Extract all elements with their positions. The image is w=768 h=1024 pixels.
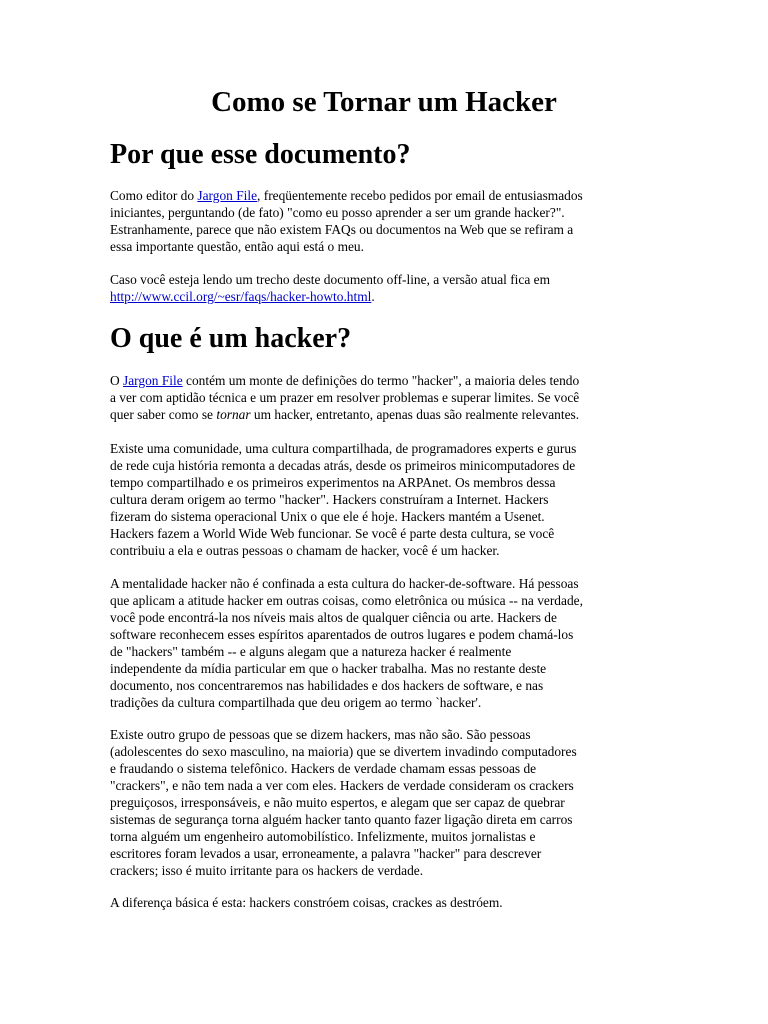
text-line (110, 372, 670, 389)
text-line: documento, nos concentraremos nas habilidades e dos hackers de software, e nas (110, 678, 544, 693)
text-line: a ver com aptidão técnica e um prazer em resolver problemas e superar limites. Se você (110, 390, 580, 405)
text-line: tempo compartilhado e os primeiros experimentos na ARPAnet. Os membros dessa (110, 475, 556, 490)
jargon-file-link[interactable]: Jargon File (123, 373, 183, 388)
text-line: preguiçosos, irresponsáveis, e não muito espertos, e alegam que ser capaz de quebrar (110, 795, 565, 810)
paragraph (110, 440, 670, 559)
text-line: contribuiu a ela e outras pessoas o chamam de hacker, você é um hacker. (110, 543, 500, 558)
paragraph (110, 187, 670, 255)
text-span: um hacker, entretanto, apenas duas são realmente relevantes. (250, 407, 580, 422)
text-span: O (110, 373, 124, 388)
text-line: Estranhamente, parece que não existem FAQs ou documentos na Web que se refiram a (110, 222, 574, 237)
text-line: independente da mídia particular em que o hacker trabalha. Mas no restante deste (110, 661, 547, 676)
text-line: cultura deram origem ao termo "hacker". Hackers construíram a Internet. Hackers (110, 492, 549, 507)
text-line: (adolescentes do sexo masculino, na maioria) que se divertem invadindo computadores (110, 744, 577, 759)
jargon-file-link[interactable]: Jargon File (197, 188, 258, 203)
text-line: sistemas de segurança torna alguém hacker tanto quanto fazer ligação direta em carros (110, 812, 573, 827)
text-line: A diferença básica é esta: hackers constróem coisas, crackes as destróem. (110, 895, 503, 910)
hacker-howto-url-link[interactable]: http://www.ccil.org/~esr/faqs/hacker-howto.html (110, 289, 372, 304)
text-line: tradições da cultura compartilhada que deu origem ao termo `hacker'. (110, 695, 482, 710)
paragraph (110, 271, 670, 305)
paragraph (110, 726, 670, 879)
text-line: Caso você esteja lendo um trecho deste documento off-line, a versão atual fica em (110, 272, 550, 287)
text-line: escritores foram levados a usar, erroneamente, a palavra "hacker" para descrever (110, 846, 542, 861)
text-line: software reconhecem esses espíritos aparentados de outros lugares e podem chamá-los (110, 627, 574, 642)
emphasis-tornar: tornar (216, 407, 251, 422)
paragraph (110, 894, 670, 911)
text-line: Existe uma comunidade, uma cultura compartilhada, de programadores experts e gurus (110, 441, 577, 456)
paragraph (110, 575, 670, 711)
text-line: iniciantes, perguntando (de fato) "como eu posso aprender a ser um grande hacker?". (110, 205, 565, 220)
text-line: Hackers fazem a World Wide Web funcionar. Se você é parte desta cultura, se você (110, 526, 555, 541)
section-heading-why-document: Por que esse documento? (110, 139, 411, 170)
text-line: crackers; isso é muito irritante para os hackers de verdade. (110, 863, 424, 878)
page-title: Como se Tornar um Hacker (211, 86, 557, 118)
text-span: Como editor do (110, 188, 198, 203)
section-heading-what-is-hacker: O que é um hacker? (110, 323, 352, 354)
paragraph (110, 372, 670, 423)
text-line: você pode encontrá-la nos níveis mais altos de qualquer ciência ou arte. Hackers de (110, 610, 557, 625)
text-line: Existe outro grupo de pessoas que se dizem hackers, mas não são. São pessoas (110, 727, 531, 742)
text-line: A mentalidade hacker não é confinada a esta cultura do hacker-de-software. Há pessoas (110, 576, 579, 591)
text-line (110, 187, 670, 204)
text-line: de "hackers" também -- e alguns alegam que a natureza hacker é realmente (110, 644, 512, 659)
text-span: quer saber como se (110, 407, 217, 422)
text-line: que aplicam a atitude hacker em outras coisas, como eletrônica ou música -- na verdade, (110, 593, 583, 608)
text-line: "crackers", e não tem nada a ver com eles. Hackers de verdade consideram os crackers (110, 778, 574, 793)
text-span: contém um monte de definições do termo "hacker", a maioria deles tendo (182, 373, 580, 388)
text-line: de rede cuja história remonta a decadas atrás, desde os primeiros minicomputadores de (110, 458, 576, 473)
text-line: fizeram do sistema operacional Unix o que ele é hoje. Hackers mantém a Usenet. (110, 509, 545, 524)
text-line (110, 288, 670, 305)
text-line: torna alguém um engenheiro automobilístico. Infelizmente, muitos jornalistas e (110, 829, 536, 844)
text-span: . (371, 289, 375, 304)
text-line (110, 406, 670, 423)
text-line: essa importante questão, então aqui está o meu. (110, 239, 364, 254)
text-line: e fraudando o sistema telefônico. Hackers de verdade chamam essas pessoas de (110, 761, 537, 776)
text-span: , freqüentemente recebo pedidos por email de entusiasmados (257, 188, 583, 203)
